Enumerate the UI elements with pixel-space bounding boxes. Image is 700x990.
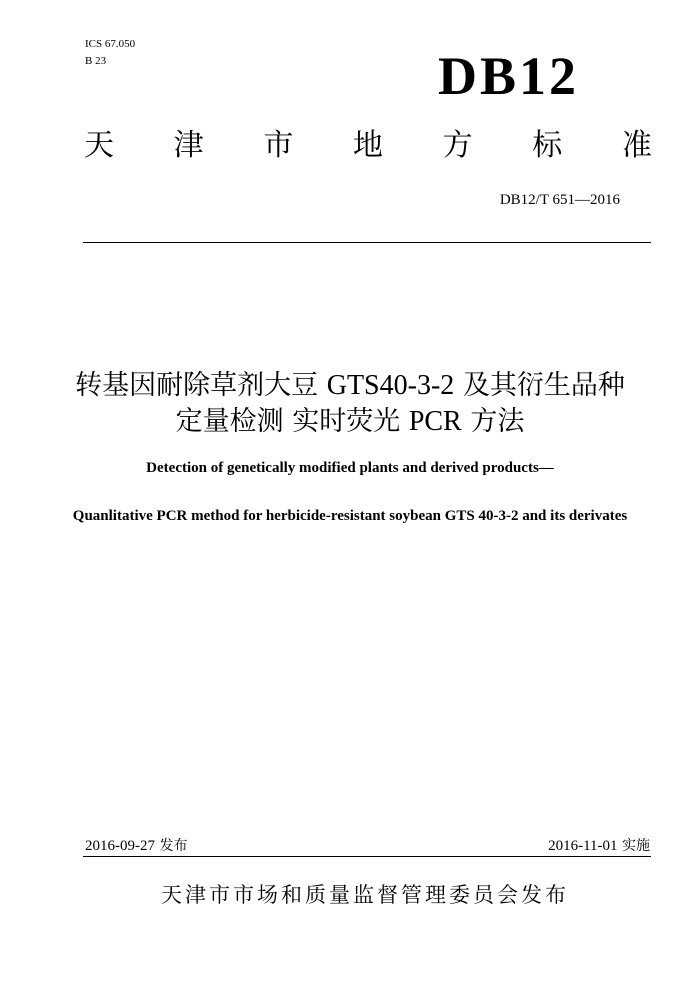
issue-date-label: 发布 bbox=[155, 838, 188, 854]
implementation-date-label: 实施 bbox=[617, 838, 650, 854]
standard-type-heading bbox=[84, 126, 652, 166]
chinese-title-line-1 bbox=[20, 368, 680, 404]
title-text: 及其衍生品种 bbox=[454, 370, 625, 401]
english-title-line-2: Quanlitative PCR method for herbicide-resistant soybean GTS 40-3-2 and its derivates bbox=[72, 508, 628, 524]
title-latin-text: GTS40-3-2 bbox=[326, 370, 455, 401]
title-text: 方法 bbox=[461, 406, 525, 437]
standard-logo: DB12 bbox=[438, 46, 580, 106]
chinese-title bbox=[20, 368, 680, 440]
title-text: 定量检测 实时荧光 bbox=[175, 406, 409, 437]
chinese-title-line-2 bbox=[20, 404, 680, 440]
issue-date-value: 2016-09-27 bbox=[85, 838, 155, 854]
footer-divider bbox=[83, 856, 651, 857]
english-title-line-1: Detection of genetically modified plants and derived products— bbox=[146, 460, 554, 476]
header-divider bbox=[83, 242, 651, 243]
ics-code: ICS 67.050 bbox=[85, 38, 136, 50]
title-latin-text: PCR bbox=[408, 406, 462, 437]
ccs-code: B 23 bbox=[85, 55, 107, 67]
standard-type-char: 地 bbox=[352, 128, 383, 163]
standard-type-char: 市 bbox=[263, 128, 294, 163]
standard-number: DB12/T 651—2016 bbox=[499, 192, 620, 208]
issue-date bbox=[85, 837, 187, 855]
implementation-date bbox=[548, 837, 650, 855]
title-text: 转基因耐除草剂大豆 bbox=[75, 370, 327, 401]
standard-type-char: 天 bbox=[84, 128, 114, 163]
implementation-date-value: 2016-11-01 bbox=[548, 838, 618, 854]
publisher: 天津市市场和质量监督管理委员会发布 bbox=[161, 883, 569, 907]
standard-type-char: 津 bbox=[173, 128, 204, 163]
standard-type-char: 方 bbox=[442, 128, 473, 163]
standard-type-char: 准 bbox=[621, 128, 652, 163]
standard-type-char: 标 bbox=[532, 128, 563, 163]
